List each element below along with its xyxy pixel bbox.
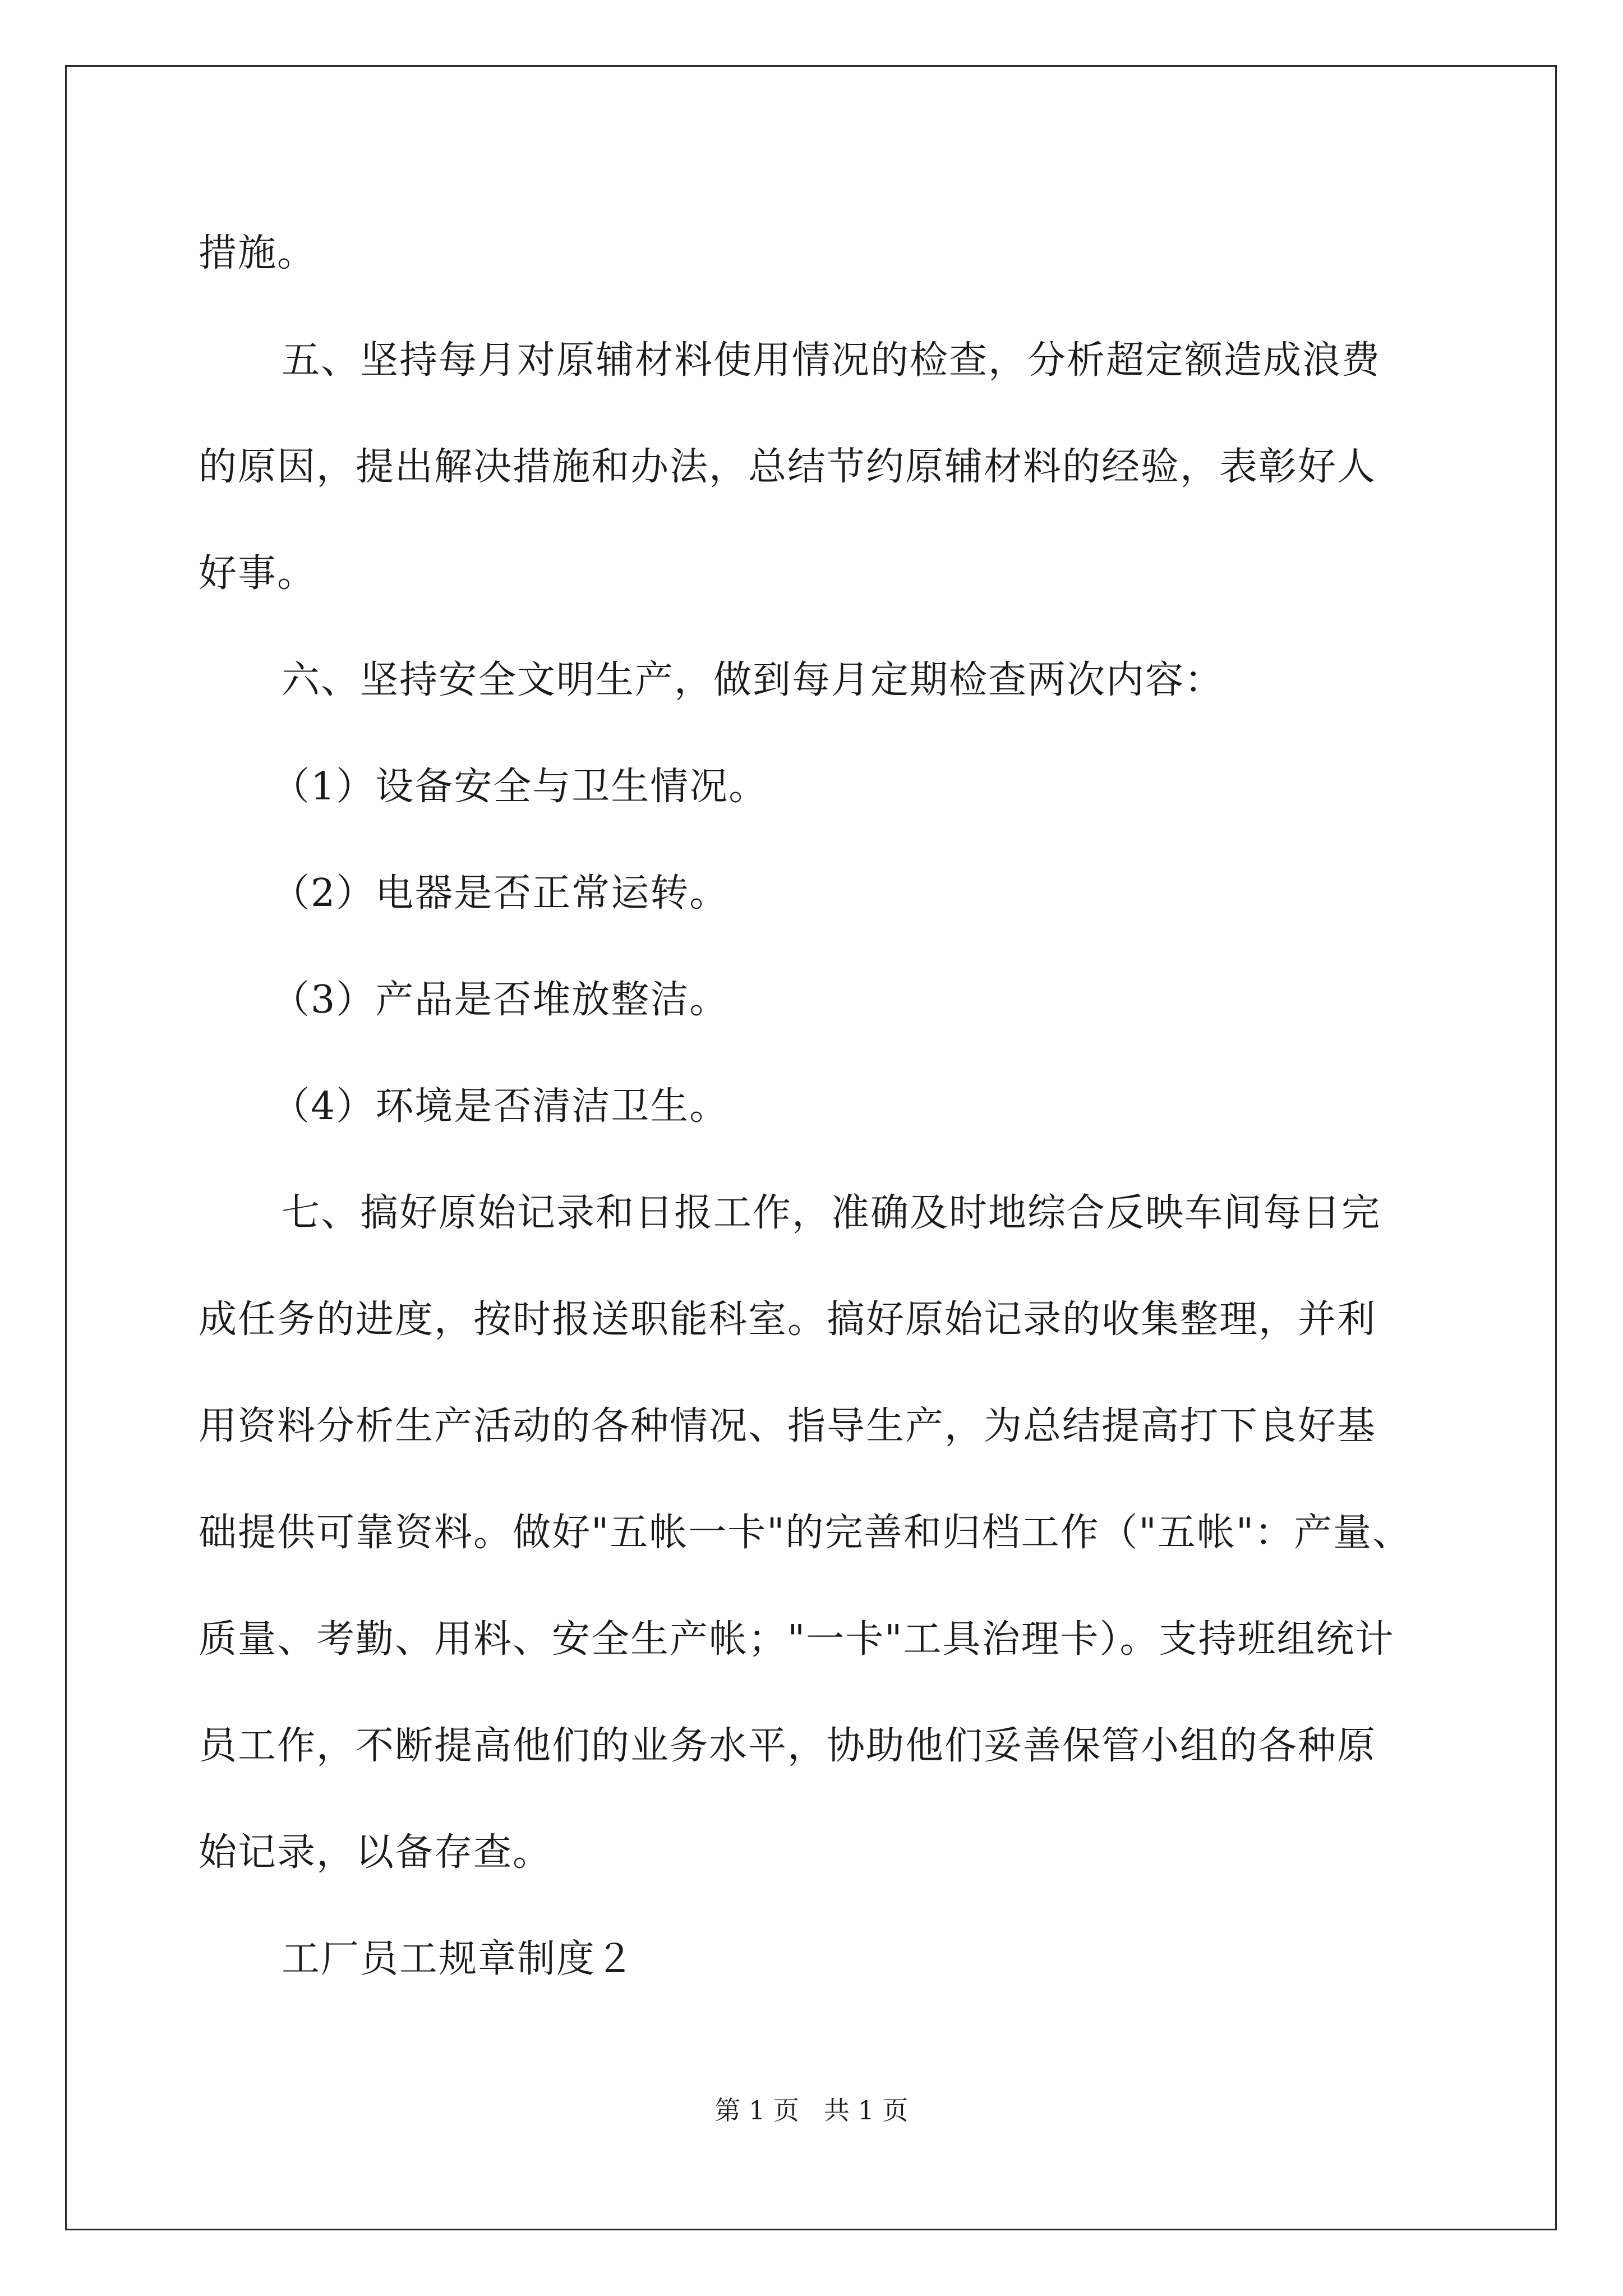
paragraph-line: 的原因，提出解决措施和办法，总结节约原辅材料的经验，表彰好人 <box>199 445 1377 489</box>
page-border <box>65 65 1557 2230</box>
paragraph-line: 成任务的进度，按时报送职能科室。搞好原始记录的收集整理，并利 <box>199 1297 1377 1342</box>
paragraph-line: 好事。 <box>199 551 317 596</box>
paragraph-line: 员工作，不断提高他们的业务水平，协助他们妥善保管小组的各种原 <box>199 1724 1377 1768</box>
paragraph-line: 六、坚持安全文明生产，做到每月定期检查两次内容： <box>282 658 1224 702</box>
list-item: （1）设备安全与卫生情况。 <box>271 765 768 809</box>
list-item: （4）环境是否清洁卫生。 <box>271 1084 729 1129</box>
section-heading: 工厂员工规章制度２ <box>282 1937 635 1981</box>
paragraph-line: 础提供可靠资料。做好"五帐一卡"的完善和归档工作（"五帐"：产量、 <box>199 1511 1412 1555</box>
paragraph-line: 用资料分析生产活动的各种情况、指导生产，为总结提高打下良好基 <box>199 1404 1377 1448</box>
paragraph-line: 五、坚持每月对原辅材料使用情况的检查，分析超定额造成浪费 <box>282 338 1381 383</box>
paragraph-line: 七、搞好原始记录和日报工作，准确及时地综合反映车间每日完 <box>282 1191 1381 1235</box>
paragraph-line: 质量、考勤、用料、安全生产帐；"一卡"工具治理卡）。支持班组统计 <box>199 1617 1395 1662</box>
paragraph-line: 始记录，以备存查。 <box>199 1830 552 1875</box>
list-item: （2）电器是否正常运转。 <box>271 871 729 915</box>
page-number-footer: 第 1 页 共 1 页 <box>714 2095 909 2125</box>
list-item: （3）产品是否堆放整洁。 <box>271 978 729 1022</box>
paragraph-line: 措施。 <box>199 231 317 275</box>
